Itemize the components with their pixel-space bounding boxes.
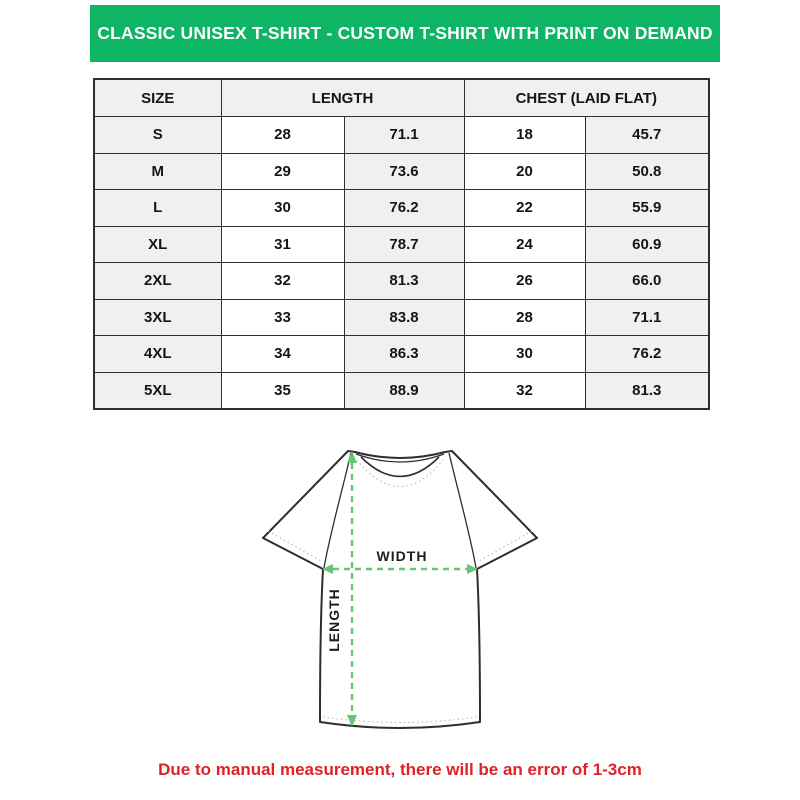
chest-cm-cell: 55.9 (585, 190, 709, 227)
chest-cm-cell: 71.1 (585, 299, 709, 336)
col-header-size: SIZE (94, 79, 221, 117)
table-row (94, 226, 709, 263)
table-row (94, 190, 709, 227)
length-in-cell: 30 (221, 190, 344, 227)
length-in-cell: 33 (221, 299, 344, 336)
chest-cm-cell: 66.0 (585, 263, 709, 300)
length-in-cell: 28 (221, 117, 344, 154)
length-cm-cell: 71.1 (344, 117, 464, 154)
size-cell: 2XL (94, 263, 221, 300)
length-label: LENGTH (326, 588, 342, 652)
chest-in-cell: 30 (464, 336, 585, 373)
length-cm-cell: 86.3 (344, 336, 464, 373)
width-label: WIDTH (376, 548, 428, 564)
size-cell: 4XL (94, 336, 221, 373)
length-cm-cell: 83.8 (344, 299, 464, 336)
length-in-cell: 32 (221, 263, 344, 300)
length-cm-cell: 73.6 (344, 153, 464, 190)
length-cm-cell: 88.9 (344, 372, 464, 409)
table-row (94, 336, 709, 373)
chest-cm-cell: 76.2 (585, 336, 709, 373)
col-header-length: LENGTH (221, 79, 464, 117)
length-cm-cell: 81.3 (344, 263, 464, 300)
chest-in-cell: 18 (464, 117, 585, 154)
length-in-cell: 29 (221, 153, 344, 190)
chest-in-cell: 22 (464, 190, 585, 227)
length-cm-cell: 78.7 (344, 226, 464, 263)
chest-in-cell: 20 (464, 153, 585, 190)
size-cell: L (94, 190, 221, 227)
size-cell: M (94, 153, 221, 190)
table-row (94, 153, 709, 190)
chest-cm-cell: 50.8 (585, 153, 709, 190)
table-row (94, 372, 709, 409)
table-row (94, 117, 709, 154)
length-cm-cell: 76.2 (344, 190, 464, 227)
chest-in-cell: 26 (464, 263, 585, 300)
title-banner (90, 5, 720, 62)
size-cell: 3XL (94, 299, 221, 336)
size-cell: S (94, 117, 221, 154)
length-in-cell: 31 (221, 226, 344, 263)
size-cell: XL (94, 226, 221, 263)
col-header-chest: CHEST (LAID FLAT) (464, 79, 709, 117)
size-chart-table (93, 78, 710, 410)
table-header-row (94, 79, 709, 117)
measurement-note: Due to manual measurement, there will be an error of 1-3cm (158, 760, 642, 779)
size-cell: 5XL (94, 372, 221, 409)
chest-cm-cell: 60.9 (585, 226, 709, 263)
chest-cm-cell: 45.7 (585, 117, 709, 154)
chest-in-cell: 32 (464, 372, 585, 409)
page-title: CLASSIC UNISEX T-SHIRT - CUSTOM T-SHIRT WITH PRINT ON DEMAND (97, 23, 713, 43)
length-in-cell: 34 (221, 336, 344, 373)
chest-in-cell: 24 (464, 226, 585, 263)
table-row (94, 299, 709, 336)
chest-cm-cell: 81.3 (585, 372, 709, 409)
tshirt-outline (263, 451, 537, 728)
chest-in-cell: 28 (464, 299, 585, 336)
table-row (94, 263, 709, 300)
tshirt-measurement-diagram (240, 420, 560, 750)
length-in-cell: 35 (221, 372, 344, 409)
